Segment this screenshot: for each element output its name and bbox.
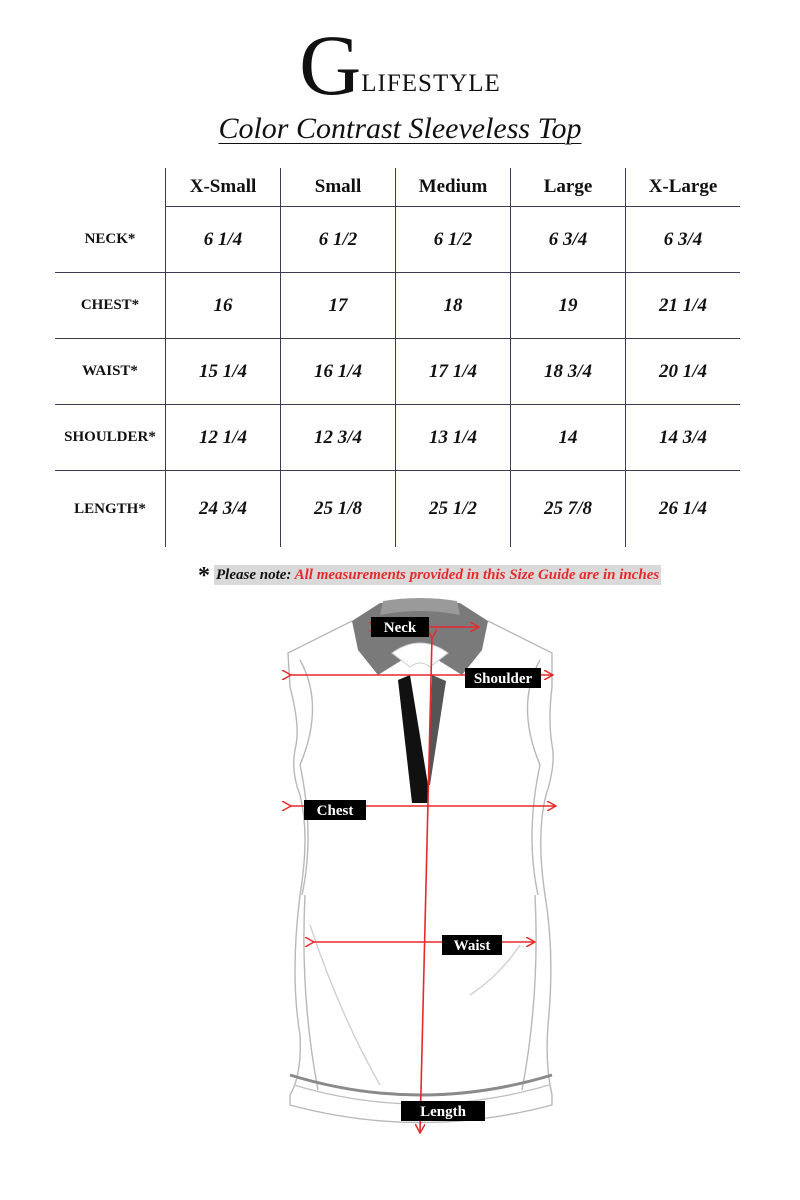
- neck-label: [371, 617, 429, 637]
- table-cell: 6 1/2: [396, 207, 511, 273]
- table-cell: 21 1/4: [626, 273, 741, 339]
- table-cell: 6 3/4: [511, 207, 626, 273]
- size-col-xsmall: X-Small: [166, 168, 281, 207]
- size-table-header-row: [55, 168, 740, 207]
- table-row: [55, 339, 740, 405]
- table-cell: 20 1/4: [626, 339, 741, 405]
- length-label: [401, 1101, 485, 1121]
- measurement-arrows: [290, 627, 555, 1132]
- row-label-length: LENGTH*: [55, 471, 166, 548]
- chest-label: [304, 800, 366, 820]
- note-band: [214, 565, 661, 585]
- table-cell: 24 3/4: [198, 498, 248, 519]
- size-col-medium: Medium: [396, 168, 511, 207]
- size-col-small: Small: [281, 168, 396, 207]
- table-cell: 25 1/2: [396, 471, 511, 548]
- brand-word: LIFESTYLE: [361, 70, 501, 97]
- table-row: [55, 405, 740, 471]
- page-title-text: Color Contrast Sleeveless Top: [218, 112, 582, 145]
- table-cell: 16: [213, 294, 233, 316]
- asterisk-icon: *: [198, 562, 210, 589]
- table-cell: 6 1/2: [281, 207, 396, 273]
- table-cell: 14 3/4: [626, 405, 741, 471]
- table-cell: 25 1/8: [281, 471, 396, 548]
- size-col-xlarge: X-Large: [626, 168, 741, 207]
- neck-label-text: Neck: [383, 620, 417, 636]
- waist-label-text: Waist: [453, 938, 491, 954]
- table-cell: 19: [511, 273, 626, 339]
- length-label-text: Length: [420, 1104, 466, 1120]
- row-label-waist: WAIST*: [55, 339, 166, 405]
- table-cell: 6 1/4: [203, 228, 243, 250]
- brand-letter: G: [299, 17, 360, 113]
- length-arrow: [420, 637, 432, 1132]
- garment-diagram: [0, 595, 800, 1195]
- size-table: [55, 168, 740, 547]
- table-cell: 14: [511, 405, 626, 471]
- table-cell: 13 1/4: [396, 405, 511, 471]
- table-cell: 15 1/4: [198, 360, 248, 382]
- garment-outline: [288, 621, 553, 1123]
- table-row: [55, 471, 740, 548]
- table-cell: 12 3/4: [281, 405, 396, 471]
- garment-svg: [0, 595, 800, 1195]
- shoulder-label: [465, 668, 541, 688]
- row-label-chest: CHEST*: [55, 273, 166, 339]
- table-row: [55, 207, 740, 273]
- placket: [398, 675, 446, 803]
- row-label-neck: NECK*: [55, 207, 166, 273]
- table-cell: 17 1/4: [396, 339, 511, 405]
- note-message: All measurements provided in this Size Guide are in inches: [294, 567, 660, 583]
- table-cell: 16 1/4: [281, 339, 396, 405]
- table-cell: 17: [281, 273, 396, 339]
- table-cell: 18: [396, 273, 511, 339]
- table-cell: 12 1/4: [198, 426, 248, 448]
- page-title: [0, 112, 800, 146]
- size-table-corner: [55, 168, 166, 207]
- table-cell: 26 1/4: [626, 471, 741, 548]
- row-label-shoulder: SHOULDER*: [55, 405, 166, 471]
- chest-label-text: Chest: [316, 803, 354, 819]
- note-lead: Please note:: [216, 567, 292, 583]
- brand-logo: [0, 17, 800, 113]
- table-cell: 18 3/4: [511, 339, 626, 405]
- waist-label: [442, 935, 502, 955]
- table-row: [55, 273, 740, 339]
- size-col-large: Large: [511, 168, 626, 207]
- table-cell: 6 3/4: [626, 207, 741, 273]
- table-cell: 25 7/8: [511, 471, 626, 548]
- measurement-note: [198, 562, 661, 588]
- shoulder-label-text: Shoulder: [473, 671, 533, 687]
